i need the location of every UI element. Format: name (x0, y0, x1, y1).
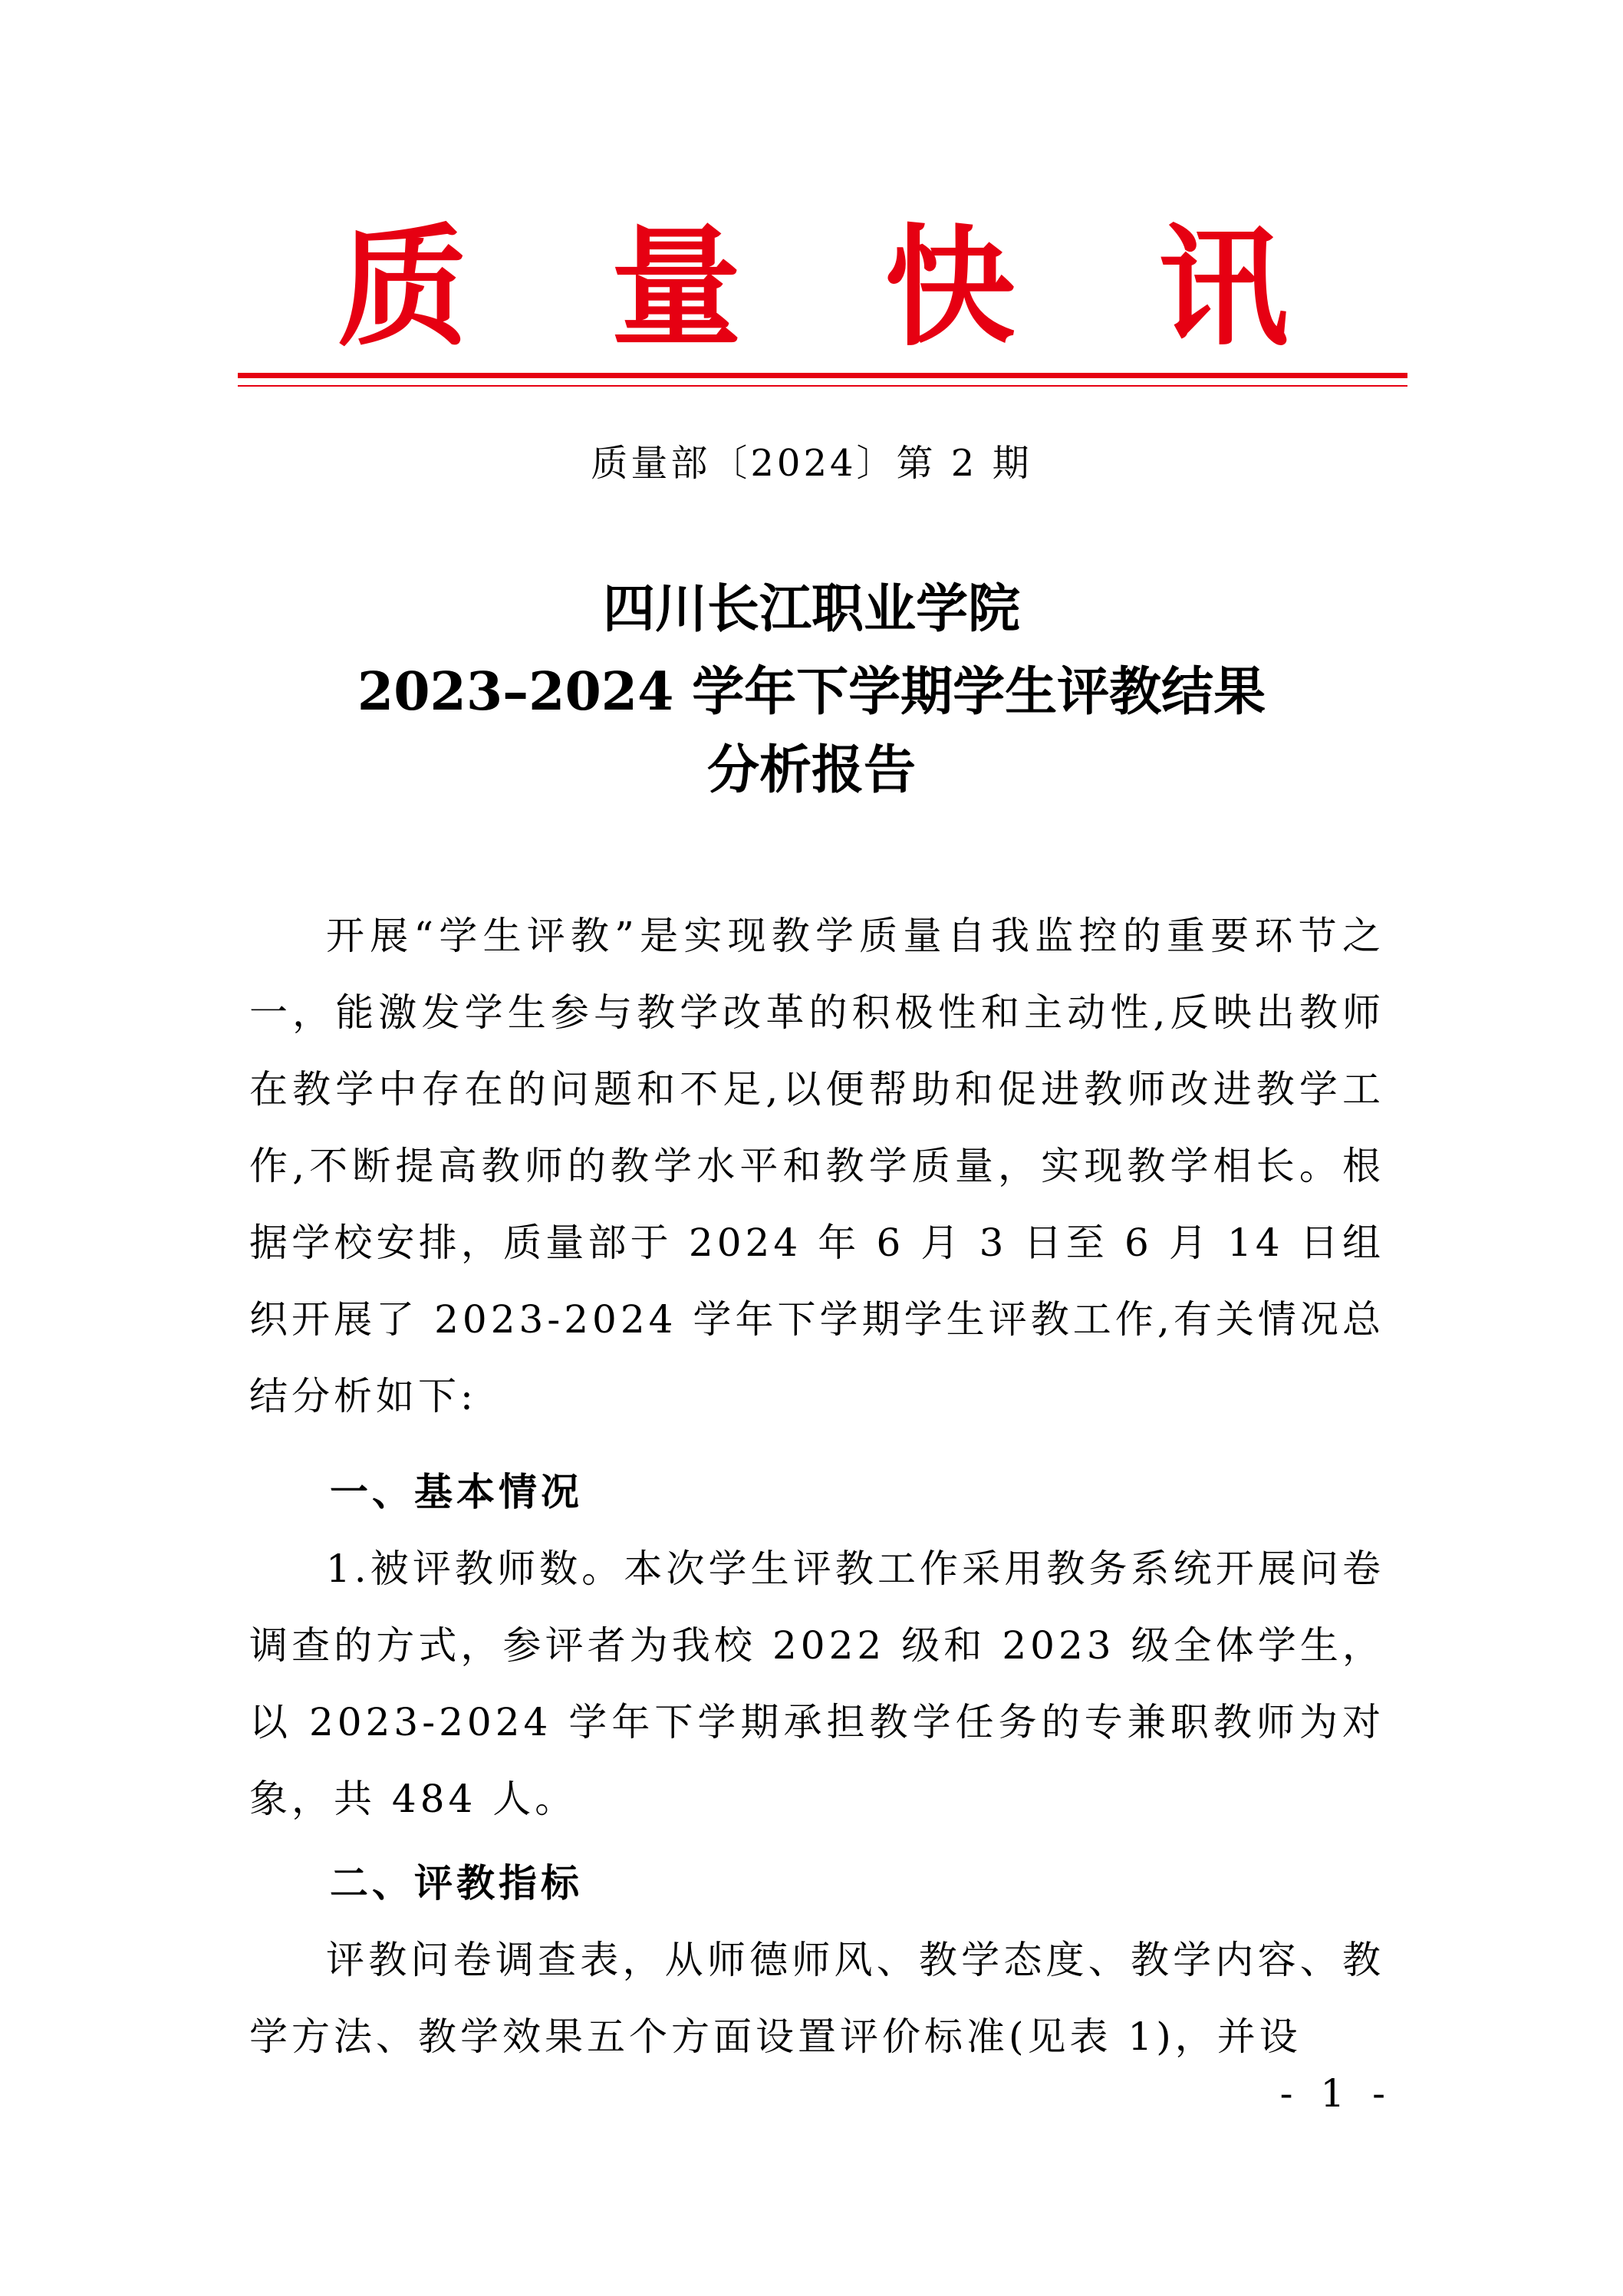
masthead-char-1: 质 (337, 211, 469, 364)
masthead-title (238, 211, 1388, 364)
intro-paragraph: 开展“学生评教”是实现教学质量自我监控的重要环节之一，能激发学生参与教学改革的积极性和主动性,反映出教师在教学中存在的问题和不足,以便帮助和促进教师改进教学工作,不断提高教师的教学水平和教学质量，实现教学相长。根据学校安排，质量部于 2024 年 6 月 3 日至 6 月 14 日组织开展了 2023-2024 学年下学期学生评教工作,有关情况总结分析如下: (249, 914, 1384, 1418)
page-number: - 1 - (1279, 2071, 1393, 2116)
section-heading-basic: 一、基本情况 (330, 1470, 583, 1514)
masthead-rule-thin (238, 385, 1407, 387)
masthead-char-4: 讯 (1157, 211, 1289, 364)
masthead-char-3: 快 (884, 211, 1016, 364)
report-title-line-1: 四川长江职业学院 (602, 578, 1020, 640)
issue-number: 质量部〔2024〕第 2 期 (591, 442, 1032, 485)
report-title-line-3: 分析报告 (706, 740, 916, 801)
masthead-char-2: 量 (611, 211, 742, 364)
indicators-paragraph: 评教问卷调查表，从师德师风、教学态度、教学内容、教学方法、教学效果五个方面设置评价标准(见表 1)，并设 (249, 1938, 1384, 2059)
basic-paragraph: 1.被评教师数。本次学生评教工作采用教务系统开展问卷调查的方式，参评者为我校 2022 级和 2023 级全体学生，以 2023-2024 学年下学期承担教学任务的专兼职教师为对象，共 484 人。 (249, 1547, 1384, 1821)
section-heading-indicators: 二、评教指标 (330, 1861, 583, 1906)
masthead-rule-thick (238, 373, 1407, 378)
report-title-line-2: 2023–2024 学年下学期学生评教结果 (357, 661, 1266, 723)
